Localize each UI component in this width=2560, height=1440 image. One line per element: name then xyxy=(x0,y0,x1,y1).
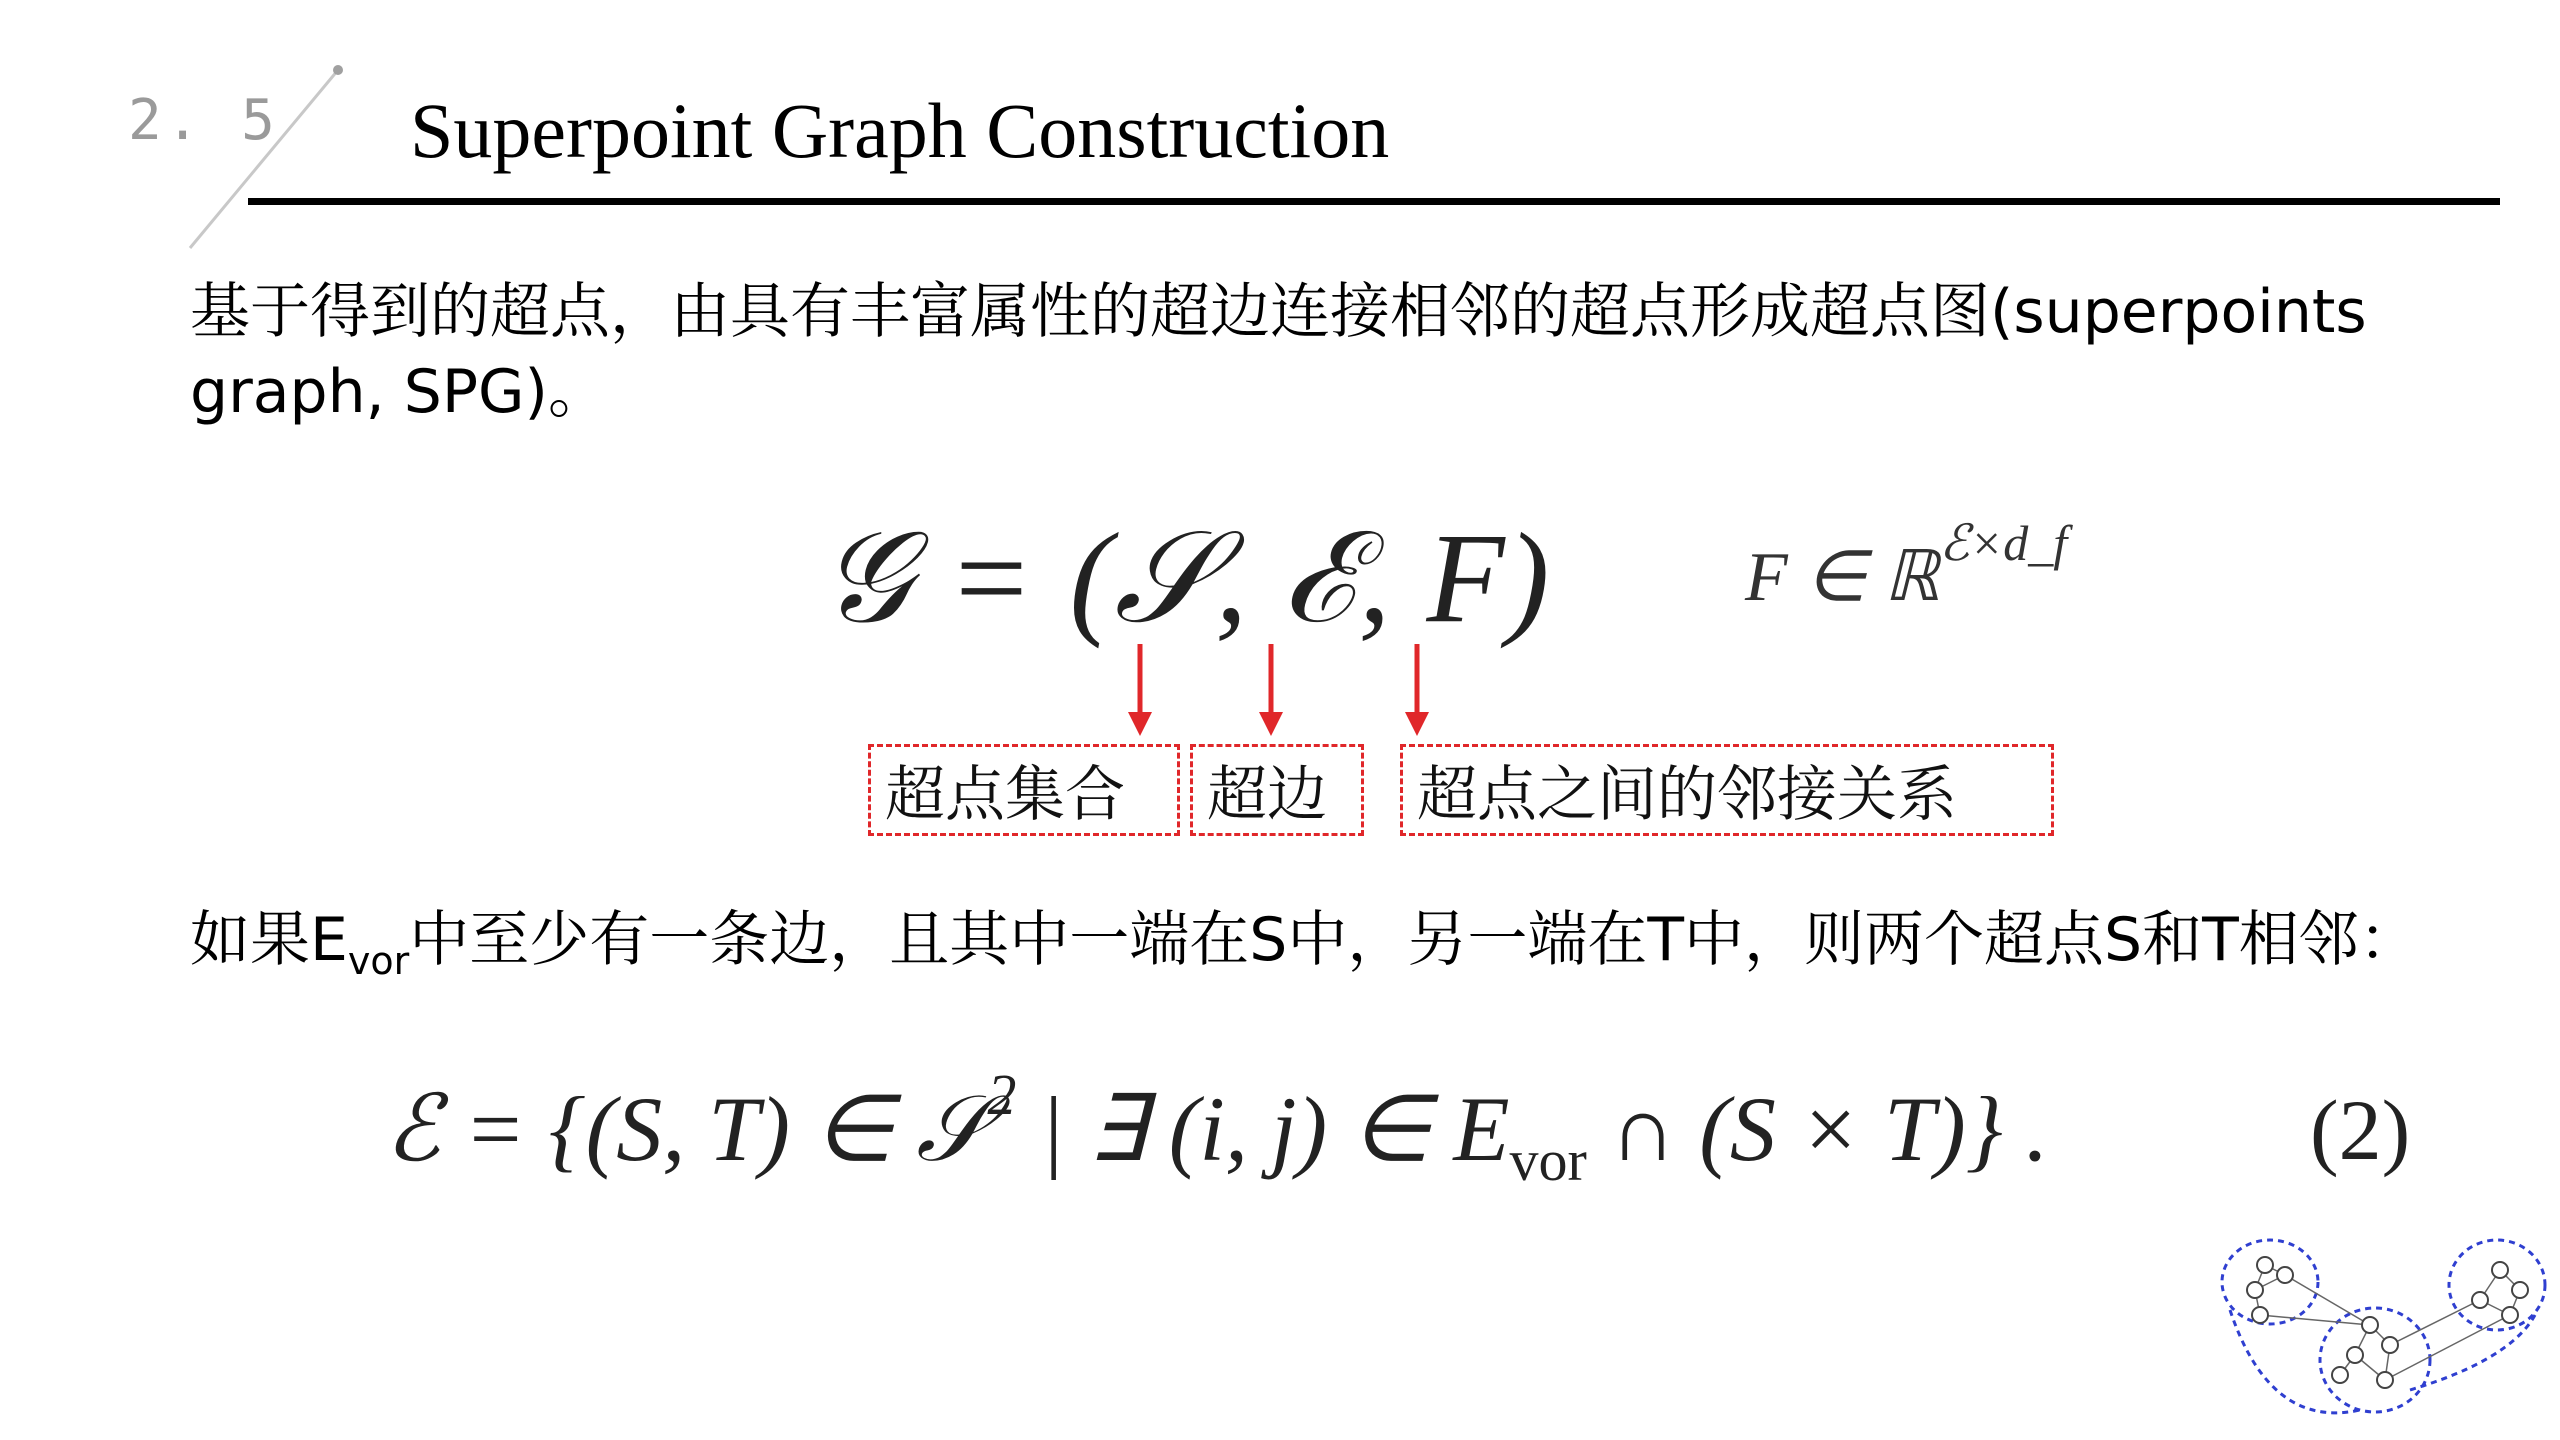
graph-definition-equation: 𝒢 = (𝒮, ℰ, F) xyxy=(820,507,1552,649)
graph-node xyxy=(2502,1307,2518,1323)
intro-paragraph: 基于得到的超点，由具有丰富属性的超边连接相邻的超点形成超点图(superpoints graph, SPG)。 xyxy=(190,277,2367,427)
superpoint-set-text: 超点集合 xyxy=(885,760,1125,830)
superedge-text: 超边 xyxy=(1207,760,1327,830)
eq2-superscript: 2 xyxy=(987,1062,1017,1127)
adjacency-paragraph-post: 中至少有一条边，且其中一端在S中，另一端在T中，则两个超点S和T相邻： xyxy=(409,905,2419,975)
graph-node xyxy=(2247,1282,2263,1298)
adjacency-paragraph xyxy=(190,900,2530,983)
graph-node xyxy=(2492,1262,2508,1278)
graph-node xyxy=(2362,1317,2378,1333)
annotation-arrows xyxy=(1100,640,1460,740)
adjacency-label xyxy=(1400,744,2054,836)
feature-space-equation xyxy=(1745,515,2068,618)
eq2-part-a: ℰ = {(S, T) ∈ 𝒮 xyxy=(385,1078,988,1180)
graph-node xyxy=(2252,1307,2268,1323)
graph-node xyxy=(2332,1367,2348,1383)
superedge-label xyxy=(1190,744,1364,836)
adjacency-text: 超点之间的邻接关系 xyxy=(1417,760,1957,830)
graph-node xyxy=(2257,1257,2273,1273)
graph-node xyxy=(2347,1347,2363,1363)
superpoint-graph-illustration xyxy=(2210,1230,2550,1430)
superedge-definition-equation xyxy=(385,1062,2049,1193)
graph-node xyxy=(2512,1282,2528,1298)
eq2-part-b: | ∃ (i, j) ∈ E xyxy=(1016,1078,1510,1180)
graph-node xyxy=(2377,1372,2393,1388)
eq2-part-c: ∩ (S × T)} . xyxy=(1586,1078,2049,1180)
eq2-subscript: vor xyxy=(1509,1128,1587,1193)
cluster-bridge-a xyxy=(2230,1310,2360,1413)
superpoint-set-label xyxy=(868,744,1180,836)
graph-node xyxy=(2277,1267,2293,1283)
equation-number: (2) xyxy=(2310,1082,2411,1178)
cluster-right xyxy=(2449,1240,2545,1330)
adjacency-paragraph-sub: vor xyxy=(347,939,410,983)
graph-node xyxy=(2472,1292,2488,1308)
title-underline xyxy=(248,198,2500,205)
section-number: 2. 5 xyxy=(128,88,279,153)
feature-space-exponent: ℰ×d_f xyxy=(1939,515,2068,571)
slide-title: Superpoint Graph Construction xyxy=(410,87,1390,174)
feature-space-base: F ∈ ℝ xyxy=(1745,539,1940,616)
graph-node xyxy=(2382,1337,2398,1353)
adjacency-paragraph-pre: 如果E xyxy=(190,905,348,975)
